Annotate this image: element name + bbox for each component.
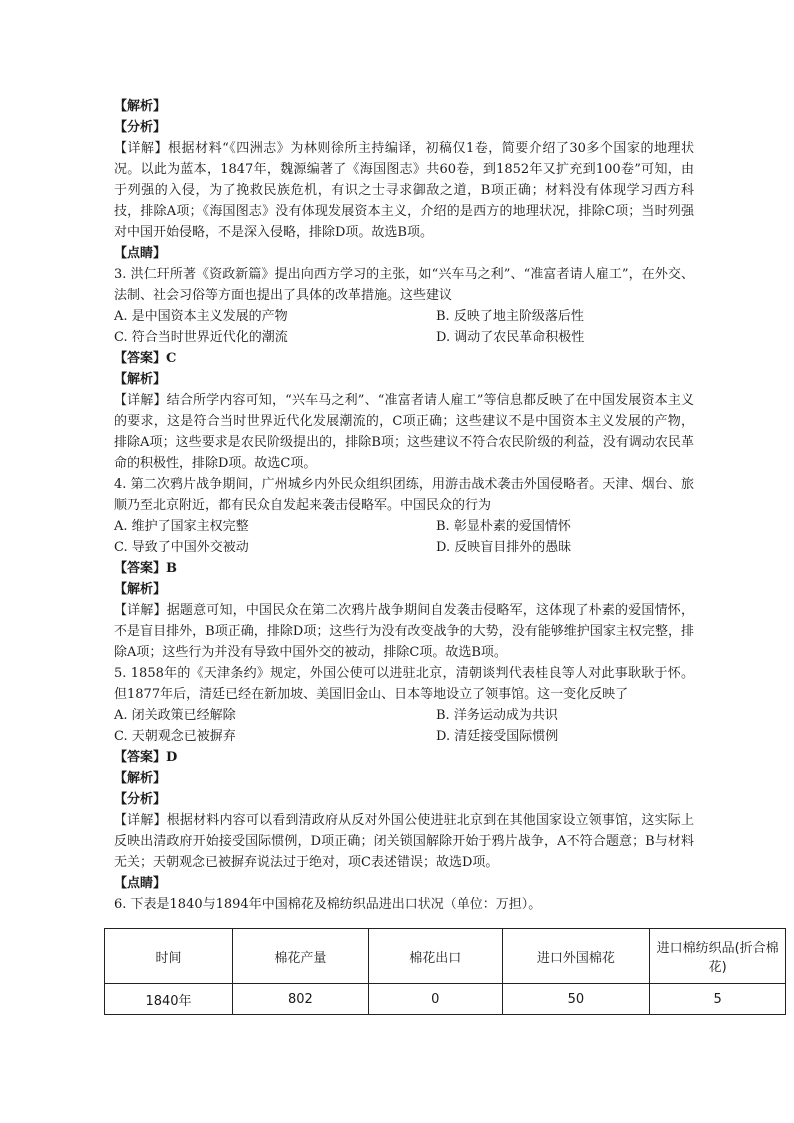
answer-option: C. 天朝观念已被摒弃 [114,729,236,744]
table-row [105,984,786,1015]
section-tag: 【解析】 [114,99,167,114]
section-tag: 【答案】B [114,561,177,576]
paragraph: 【详解】根据材料“《四洲志》为林则徐所主持编译，初稿仅1卷，简要介绍了30多个国家的地理状况。以此为蓝本，1847年，魏源编著了《海国图志》共60卷，到1852年又扩充到100卷”可知，由于列强的入侵，为了挽救民族危机，有识之士寻求御敌之道，B项正确；材料没有体现学习西方科技，排除A项；《海国图志》没有体现发展资本主义，介绍的是西方的地理状况，排除C项；当时列强对中国开始侵略，不是深入侵略，排除D项。故选B项。 [114,141,694,240]
answer-option: A. 维护了国家主权完整 [114,519,249,534]
table-cell: 0 [368,984,502,1015]
answer-option: D. 调动了农民革命积极性 [436,330,585,345]
answer-options-row [114,516,694,537]
answer-option: A. 闭关政策已经解除 [114,708,236,723]
table-cell: 50 [502,984,650,1015]
section-tag: 【点睛】 [114,876,167,891]
paragraph: 【详解】据题意可知，中国民众在第二次鸦片战争期间自发袭击侵略军，这体现了朴素的爱国情怀，不是盲目排外，B项正确，排除D项；这些行为没有改变战争的大势，没有能够维护国家主权完整，排除A项；这些行为并没有导致中国外交的被动，排除C项。故选B项。 [114,603,694,660]
answer-option: B. 彰显朴素的爱国情怀 [436,519,571,534]
table-cell: 802 [233,984,369,1015]
answer-option: B. 反映了地主阶级落后性 [436,309,584,324]
section-tag: 【点睛】 [114,246,167,261]
answer-option: A. 是中国资本主义发展的产物 [114,309,288,324]
answer-option: D. 反映盲目排外的愚昧 [436,540,572,555]
paragraph: 【详解】结合所学内容可知，“兴车马之利”、“准富者请人雇工”等信息都反映了在中国发展资本主义的要求，这是符合当时世界近代化发展潮流的，C项正确；这些建议不是中国资本主义发展的产物，排除A项；这些要求是农民阶级提出的，排除B项；这些建议不符合农民阶级的利益，没有调动农民革命的积极性，排除D项。故选C项。 [114,393,694,471]
table-header-row [105,929,786,984]
paragraph: 4. 第二次鸦片战争期间，广州城乡内外民众组织团练，用游击战术袭击外国侵略者。天津、烟台、旅顺乃至北京附近，都有民众自发起来袭击侵略军。中国民众的行为 [114,477,694,513]
table-cell: 5 [650,984,786,1015]
paragraph: 6. 下表是1840与1894年中国棉花及棉纺织品进出口状况（单位：万担）。 [114,897,542,912]
section-tag: 【解析】 [114,582,167,597]
answer-options-row [114,537,694,558]
answer-option: B. 洋务运动成为共识 [436,708,558,723]
header-cell-import-textiles: 进口棉纺织品(折合棉花) [650,929,786,984]
header-cell-import-cotton: 进口外国棉花 [502,929,650,984]
section-tag: 【解析】 [114,771,167,786]
answer-option: C. 符合当时世界近代化的潮流 [114,330,288,345]
paragraph: 【详解】根据材料内容可以看到清政府从反对外国公使进驻北京到在其他国家设立领事馆，这实际上反映出清政府开始接受国际惯例，D项正确；闭关锁国解除开始于鸦片战争，A不符合题意；B与材料无关；天朝观念已被摒弃说法过于绝对，项C表述错误；故选D项。 [114,813,694,870]
cotton-trade-table [104,928,786,1015]
answer-options-row [114,306,694,327]
header-cell-time: 时间 [105,929,233,984]
table-cell: 1840年 [105,984,233,1015]
section-tag: 【解析】 [114,372,167,387]
answer-options-row [114,705,694,726]
answer-options-row [114,726,694,747]
header-cell-production: 棉花产量 [233,929,369,984]
answer-options-row [114,327,694,348]
header-cell-export: 棉花出口 [368,929,502,984]
section-tag: 【答案】D [114,750,178,765]
document-body [114,96,694,915]
answer-option: D. 清廷接受国际惯例 [436,729,559,744]
answer-option: C. 导致了中国外交被动 [114,540,249,555]
paragraph: 3. 洪仁玕所著《资政新篇》提出向西方学习的主张，如“兴车马之利”、“准富者请人雇工”，在外交、法制、社会习俗等方面也提出了具体的改革措施。这些建议 [114,267,694,303]
section-tag: 【分析】 [114,120,167,135]
section-tag: 【分析】 [114,792,167,807]
section-tag: 【答案】C [114,351,177,366]
paragraph: 5. 1858年的《天津条约》规定，外国公使可以进驻北京，清朝谈判代表桂良等人对此事耿耿于怀。但1877年后，清廷已经在新加坡、美国旧金山、日本等地设立了领事馆。这一变化反映了 [114,666,694,702]
